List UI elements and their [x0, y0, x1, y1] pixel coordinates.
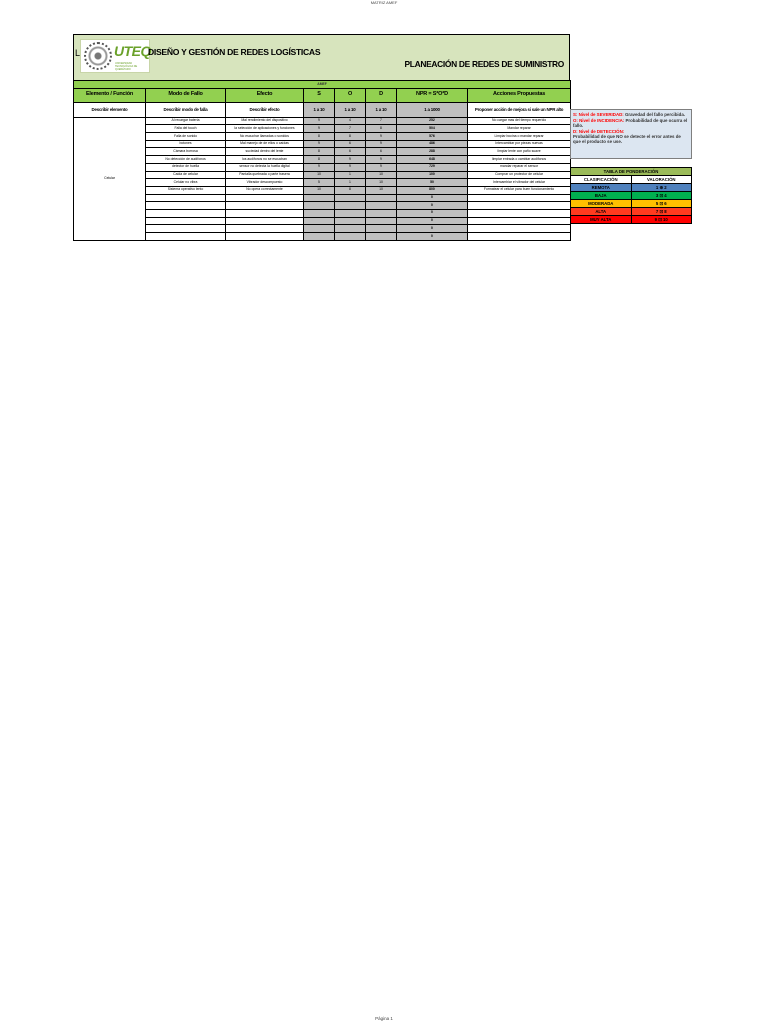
severity-cell: 8: [304, 148, 335, 156]
effect-cell: Mal rendimiento del dispositivo: [226, 117, 304, 125]
university-seal-icon: [84, 42, 112, 70]
guide-cell: Describir modo de falla: [146, 102, 226, 117]
severity-cell: [304, 209, 335, 217]
effect-cell: [226, 202, 304, 210]
action-cell: [468, 202, 571, 210]
guide-cell: 1 a 10: [366, 102, 397, 117]
col-header: Elemento / Función: [74, 88, 146, 102]
row-marker: L: [75, 48, 81, 58]
ponderacion-valoracion: 9 ⊡ 10: [631, 216, 692, 224]
severity-cell: [304, 217, 335, 225]
severity-label: S: Nivel de SEVERIDAD:: [573, 112, 624, 117]
table-row: [74, 117, 571, 125]
occurrence-label: O: Nivel de INCIDENCIA:: [573, 118, 625, 123]
table-row: [74, 133, 571, 141]
npr-cell: 50: [397, 179, 468, 187]
severity-cell: 9: [304, 117, 335, 125]
effect-cell: Pantalla quebrada o parte trasera: [226, 171, 304, 179]
detection-cell: [366, 194, 397, 202]
failure-mode-cell: Al recargar batería: [146, 117, 226, 125]
npr-cell: 0: [397, 233, 468, 241]
table-row: [74, 225, 571, 233]
detection-cell: [366, 225, 397, 233]
failure-mode-cell: Falla de sonido: [146, 133, 226, 141]
severity-cell: 9: [304, 140, 335, 148]
detection-cell: 9: [366, 156, 397, 164]
npr-cell: 576: [397, 133, 468, 141]
table-row: [74, 156, 571, 164]
failure-mode-cell: Falla del touch: [146, 125, 226, 133]
severity-cell: 10: [304, 186, 335, 194]
occurrence-legend: [573, 118, 689, 128]
table-row: [74, 171, 571, 179]
page-footer: Página 1: [375, 1016, 393, 1021]
severity-text: Gravedad del fallo percibida.: [623, 112, 685, 117]
action-cell: [468, 209, 571, 217]
occurrence-cell: [335, 225, 366, 233]
effect-cell: [226, 233, 304, 241]
failure-mode-cell: Caída de celular: [146, 171, 226, 179]
legend-panel: [570, 109, 692, 159]
occurrence-cell: [335, 217, 366, 225]
table-row: [74, 186, 571, 194]
severity-cell: [304, 233, 335, 241]
detection-cell: [366, 209, 397, 217]
failure-mode-cell: Sistema operativo lento: [146, 186, 226, 194]
table-row: [74, 209, 571, 217]
severity-cell: 8: [304, 156, 335, 164]
npr-cell: 504: [397, 125, 468, 133]
col-header: O: [335, 88, 366, 102]
occurrence-cell: 9: [335, 163, 366, 171]
occurrence-cell: 8: [335, 133, 366, 141]
detection-cell: 10: [366, 171, 397, 179]
npr-cell: 252: [397, 117, 468, 125]
severity-cell: [304, 194, 335, 202]
detection-label: D: Nivel de DETECCIÓN:: [573, 129, 625, 134]
col-header: Acciones Propuestas: [468, 88, 571, 102]
effect-cell: No escuchar llamadas o sonidos: [226, 133, 304, 141]
npr-cell: 0: [397, 209, 468, 217]
guide-cell: 1 a 10: [304, 102, 335, 117]
severity-cell: [304, 225, 335, 233]
doc-title: PLANEACIÓN DE REDES DE SUMINISTRO: [404, 59, 564, 69]
detection-cell: [366, 202, 397, 210]
occurrence-cell: 9: [335, 156, 366, 164]
failure-mode-cell: [146, 233, 226, 241]
occurrence-cell: 6: [335, 148, 366, 156]
severity-cell: [304, 202, 335, 210]
column-header-row: [74, 88, 571, 102]
col-header: D: [366, 88, 397, 102]
failure-mode-cell: No detección de audífonos: [146, 156, 226, 164]
action-cell: limpiar entrada o cambiar audífonos: [468, 156, 571, 164]
table-row: [74, 233, 571, 241]
ponderacion-row: [571, 184, 692, 192]
running-header: MATRIZ AMEF: [370, 0, 398, 5]
ponderacion-clasificacion: REMOTA: [571, 184, 632, 192]
occurrence-cell: [335, 233, 366, 241]
action-cell: [468, 217, 571, 225]
table-row: [74, 217, 571, 225]
occurrence-cell: 6: [335, 140, 366, 148]
amef-sheet: [73, 34, 570, 241]
npr-cell: 800: [397, 186, 468, 194]
detection-cell: [366, 233, 397, 241]
table-row: [74, 125, 571, 133]
detection-cell: 10: [366, 186, 397, 194]
col-header: NPR = S*O*D: [397, 88, 468, 102]
org-title: DISEÑO Y GESTIÓN DE REDES LOGÍSTICAS: [148, 47, 321, 57]
action-cell: Mandar reparar: [468, 125, 571, 133]
table-row: [74, 194, 571, 202]
occurrence-cell: [335, 202, 366, 210]
occurrence-text: Probabilidad de que ocurra el fallo.: [573, 118, 688, 128]
detection-cell: 8: [366, 125, 397, 133]
failure-mode-cell: [146, 209, 226, 217]
occurrence-cell: 8: [335, 186, 366, 194]
guide-row: [74, 102, 571, 117]
npr-cell: 486: [397, 140, 468, 148]
element-cell: Celular: [74, 117, 146, 240]
action-cell: Comprar un protector de celular: [468, 171, 571, 179]
failure-mode-cell: detector de huella: [146, 163, 226, 171]
npr-cell: 100: [397, 171, 468, 179]
amef-title: AMEF: [74, 81, 571, 89]
effect-cell: suciedad dentro del lente: [226, 148, 304, 156]
detection-text: Probabilidad de que NO se detecte el error antes de que el producto se use.: [573, 134, 681, 144]
logo-subtitle: UNIVERSIDAD TECNOLÓGICA DE QUERÉTARO: [115, 62, 138, 71]
npr-cell: 288: [397, 148, 468, 156]
failure-mode-cell: botones: [146, 140, 226, 148]
action-cell: Intercambiar por piezas nuevas: [468, 140, 571, 148]
guide-cell: Describir elemento: [74, 102, 146, 117]
detection-cell: 10: [366, 179, 397, 187]
npr-cell: 648: [397, 156, 468, 164]
col-header: S: [304, 88, 335, 102]
effect-cell: No opera correctamente: [226, 186, 304, 194]
detection-legend: [573, 129, 689, 144]
ponderacion-header: VALORACIÓN: [631, 176, 692, 184]
ponderacion-row: [571, 216, 692, 224]
failure-mode-cell: [146, 202, 226, 210]
detection-cell: 9: [366, 140, 397, 148]
failure-mode-cell: Celular no vibra: [146, 179, 226, 187]
effect-cell: [226, 225, 304, 233]
effect-cell: [226, 209, 304, 217]
action-cell: Intercambiar el vibrador del celular: [468, 179, 571, 187]
failure-mode-cell: [146, 194, 226, 202]
action-cell: Formatear el celular para buen funcionamiento: [468, 186, 571, 194]
guide-cell: 1 a 1000: [397, 102, 468, 117]
npr-cell: 0: [397, 202, 468, 210]
ponderacion-row: [571, 192, 692, 200]
table-row: [74, 179, 571, 187]
ponderacion-clasificacion: MODERADA: [571, 200, 632, 208]
npr-cell: 0: [397, 194, 468, 202]
severity-cell: 9: [304, 163, 335, 171]
failure-mode-cell: Cámara borrosa: [146, 148, 226, 156]
effect-cell: [226, 194, 304, 202]
logo-wordmark: UTEQ: [114, 43, 151, 59]
effect-cell: sensor no detecta la huella digital: [226, 163, 304, 171]
action-cell: [468, 225, 571, 233]
occurrence-cell: [335, 194, 366, 202]
effect-cell: los audífonos no se escuchan: [226, 156, 304, 164]
ponderacion-title: TABLA DE PONDERACIÓN: [571, 168, 692, 176]
severity-cell: 8: [304, 133, 335, 141]
detection-cell: 9: [366, 163, 397, 171]
ponderacion-valoracion: 7 ⊡ 8: [631, 208, 692, 216]
detection-cell: 7: [366, 117, 397, 125]
severity-legend: [573, 112, 689, 117]
col-header: Modo de Fallo: [146, 88, 226, 102]
ponderacion-row: [571, 200, 692, 208]
ponderacion-clasificacion: MUY ALTA: [571, 216, 632, 224]
ponderacion-valoracion: 3 ⊡ 4: [631, 192, 692, 200]
occurrence-cell: 1: [335, 171, 366, 179]
effect-cell: Vibrador descompuesto: [226, 179, 304, 187]
guide-cell: 1 a 10: [335, 102, 366, 117]
action-cell: [468, 233, 571, 241]
table-row: [74, 202, 571, 210]
guide-cell: Proponer acción de mejora si sale un NPR alto: [468, 102, 571, 117]
severity-cell: 9: [304, 125, 335, 133]
ponderacion-clasificacion: ALTA: [571, 208, 632, 216]
action-cell: [468, 194, 571, 202]
ponderacion-header: CLASIFICACIÓN: [571, 176, 632, 184]
action-cell: limpiar lente con paño suave: [468, 148, 571, 156]
table-row: [74, 140, 571, 148]
legend-box: [570, 109, 692, 159]
detection-cell: 6: [366, 148, 397, 156]
uteq-logo: [80, 39, 150, 73]
detection-cell: [366, 217, 397, 225]
table-row: [74, 163, 571, 171]
occurrence-cell: 1: [335, 179, 366, 187]
col-header: Efecto: [226, 88, 304, 102]
amef-table: [73, 80, 571, 241]
table-row: [74, 148, 571, 156]
ponderacion-valoracion: 1 ⊕ 2: [631, 184, 692, 192]
ponderacion-row: [571, 208, 692, 216]
occurrence-cell: 7: [335, 125, 366, 133]
ponderacion-clasificacion: BAJA: [571, 192, 632, 200]
failure-mode-cell: [146, 225, 226, 233]
detection-cell: 9: [366, 133, 397, 141]
guide-cell: Describir efecto: [226, 102, 304, 117]
failure-mode-cell: [146, 217, 226, 225]
severity-cell: 10: [304, 171, 335, 179]
occurrence-cell: [335, 209, 366, 217]
action-cell: Limpiar bocina o mandar reparar: [468, 133, 571, 141]
npr-cell: 0: [397, 225, 468, 233]
ponderacion-valoracion: 5 ⊡ 6: [631, 200, 692, 208]
npr-cell: 0: [397, 217, 468, 225]
ponderacion-table: [570, 167, 692, 224]
severity-cell: 5: [304, 179, 335, 187]
action-cell: mandar reparar el sensor: [468, 163, 571, 171]
title-bar: [73, 34, 570, 80]
effect-cell: [226, 217, 304, 225]
action-cell: No cargar mas del tiempo requerido: [468, 117, 571, 125]
effect-cell: Mal manejo de de ellos o caídas: [226, 140, 304, 148]
effect-cell: la selección de aplicaciones y funciones: [226, 125, 304, 133]
npr-cell: 729: [397, 163, 468, 171]
occurrence-cell: 4: [335, 117, 366, 125]
